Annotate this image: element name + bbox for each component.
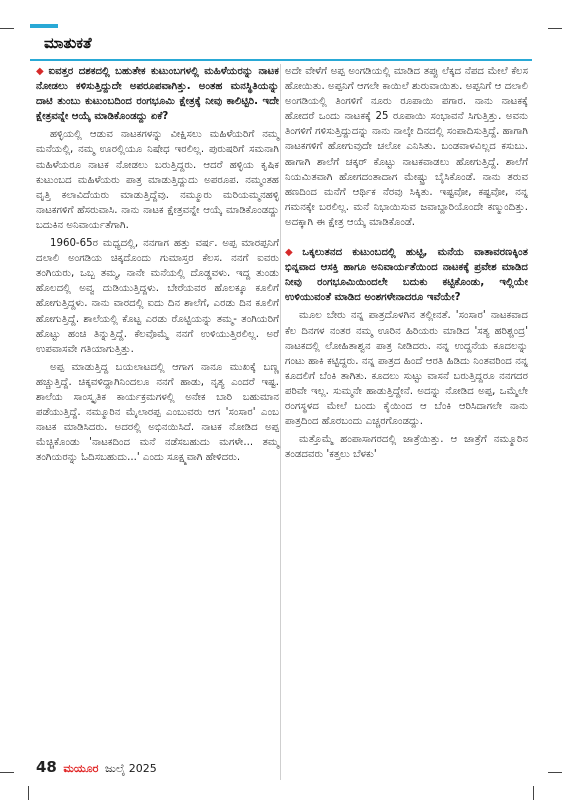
question-2 <box>285 245 528 305</box>
diamond-bullet-icon: ◆ <box>285 247 300 259</box>
page-number: 48 <box>36 758 57 776</box>
header-accent-bar <box>30 24 58 28</box>
section-title: ಮಾತುಕತೆ <box>44 34 92 52</box>
column-divider <box>280 64 281 780</box>
paragraph: ಹಳ್ಳಿಯಲ್ಲಿ ಆಡುವ ನಾಟಕಗಳನ್ನು ವೀಕ್ಷಿಸಲು ಮಹಿಳೆಯರಿಗೆ ನಮ್ಮ ಮನೆಯಲ್ಲಿ, ನಮ್ಮ ಊರಲ್ಲಿಯೂ ನಿಷೇಧ ಇರಲಿಲ್ಲ. ಪುರುಷರಿಗೆ ಸಮನಾಗಿ ಮಹಿಳೆಯರೂ ನಾಟಕ ನೋಡಲು ಬರುತ್ತಿದ್ದರು. ಆದರೆ ಹಳ್ಳಿಯ ಕೃಷಿಕ ಕುಟುಂಬದ ಮಹಿಳೆಯರು ಪಾತ್ರ ಮಾಡುತ್ತಿದ್ದುದು ಅಪರೂಪ. ನಮ್ಮಂತಹ ವೃತ್ತಿ ಕಲಾವಿದೆಯರು ಮಾಡುತ್ತಿದ್ದೆವು. ನಮ್ಮೂರು ಮರಿಯಮ್ಮನಹಳ್ಳಿ ನಾಟಕಗಳಿಗೆ ಹೆಸರುವಾಸಿ. ನಾನು ನಾಟಕ ಕ್ಷೇತ್ರವನ್ನೇ ಆಯ್ಕೆ ಮಾಡಿಕೊಂಡದ್ದು ಬದುಕಿನ ಅನಿವಾರ್ಯತೆಗಾಗಿ. <box>36 129 279 231</box>
crop-mark <box>0 28 14 29</box>
issue-date: ಜುಲೈ 2025 <box>104 762 157 775</box>
question-1-text: ಐವತ್ತರ ದಶಕದಲ್ಲಿ ಬಹುತೇಕ ಕುಟುಂಬಗಳಲ್ಲಿ ಮಹಿಳೆಯರನ್ನು ನಾಟಕ ನೋಡಲು ಕಳಿಸುತ್ತಿದ್ದುದೇ ಅಪರೂಪವಾಗಿತ್ತು. ಅಂತಹ ಮನಸ್ಥಿತಿಯನ್ನು ದಾಟಿ ತುಂಬು ಕುಟುಂಬದಿಂದ ರಂಗಭೂಮಿ ಕ್ಷೇತ್ರಕ್ಕೆ ನೀವು ಕಾಲಿಟ್ಟಿರಿ. ಇದೇ ಕ್ಷೇತ್ರವನ್ನೇ ಆಯ್ಕೆ ಮಾಡಿಕೊಂಡದ್ದು ಏಕೆ? <box>36 66 279 123</box>
left-column <box>36 64 279 468</box>
page-footer <box>36 758 157 776</box>
crop-mark <box>548 772 562 773</box>
crop-mark <box>0 772 14 773</box>
right-column <box>285 64 528 465</box>
crop-mark <box>548 28 562 29</box>
header-rule <box>30 59 532 61</box>
question-1 <box>36 64 279 124</box>
crop-mark <box>28 786 29 800</box>
paragraph: ಮತ್ತೊಮ್ಮೆ ಹಂಪಾಸಾಗರದಲ್ಲಿ ಜಾತ್ರೆಯಿತ್ತು. ಆ ಜಾತ್ರೆಗೆ ನಮ್ಮೂರಿನ ತಂಡದವರು 'ಕತ್ತಲು ಬೆಳಕು' <box>285 434 528 461</box>
magazine-logo: ಮಯೂರ <box>63 762 99 775</box>
spacer <box>285 233 528 245</box>
paragraph: ಅದೇ ವೇಳೆಗೆ ಅಪ್ಪ ಅಂಗಡಿಯಲ್ಲಿ ಮಾಡಿದ ತಪ್ಪು ಲೆಕ್ಕದ ನೆಪದ ಮೇಲೆ ಕೆಲಸ ಹೋಯಿತು. ಅಪ್ಪನಿಗೆ ಆಗಲೇ ಕಾಯಿಲೆ ಶುರುವಾಯಿತು. ಅಪ್ಪನಿಗೆ ಆ ದಲಾಲಿ ಅಂಗಡಿಯಲ್ಲಿ ತಿಂಗಳಿಗೆ ನೂರು ರೂಪಾಯಿ ಪಗಾರ. ನಾನು ನಾಟಕಕ್ಕೆ ಹೋದರೆ ಒಂದು ನಾಟಕಕ್ಕೆ 25 ರೂಪಾಯಿ ಸಂಭಾವನೆ ಸಿಗುತ್ತಿತ್ತು. ಅವನು ತಿಂಗಳಿಗೆ ಗಳಿಸುತ್ತಿದ್ದುದನ್ನು ನಾನು ನಾಲ್ಕೇ ದಿನದಲ್ಲಿ ಸಂಪಾದಿಸುತ್ತಿದ್ದೆ. ಹಾಗಾಗಿ ನಾಟಕಗಳಿಗೆ ಹೋಗುವುದೇ ಚಲೋ ಎನಿಸಿತು. ಬಂಡವಾಳವಿಲ್ಲದ ಕಸುಬು. ಹಾಗಾಗಿ ಶಾಲೆಗೆ ಚಕ್ಕರ್ ಕೊಟ್ಟು ನಾಟಕವಾಡಲು ಹೋಗುತ್ತಿದ್ದೆ. ಶಾಲೆಗೆ ನಿಯಮಿತವಾಗಿ ಹೋಗದಂತಾದಾಗ ಮೇಷ್ಟ್ರು ಬೈಸಿಕೊಂಡೆ. ನಾನು ತರುವ ಹಣದಿಂದ ಮನೆಗೆ ಆರ್ಥಿಕ ನೆರವು ಸಿಕ್ಕಿತು. ಇಷ್ಟವೋ, ಕಷ್ಟವೋ, ನನ್ನ ಗಮನಕ್ಕೇ ಬರಲಿಲ್ಲ. ಮನೆ ನಿಭಾಯಿಸುವ ಜವಾಬ್ದಾರಿಯೊಂದೇ ಕಣ್ಮುಂದಿತ್ತು. ಅದಕ್ಕಾಗಿ ಈ ಕ್ಷೇತ್ರ ಆಯ್ಕೆ ಮಾಡಿಕೊಂಡೆ. <box>285 66 528 228</box>
paragraph: ಮೂಲ ಬೇರು ನನ್ನ ಪಾತ್ರದೊಳಗಿನ ತಲ್ಲೀನತೆ. 'ಸಂಸಾರ' ನಾಟಕವಾದ ಕೆಲ ದಿನಗಳ ನಂತರ ನಮ್ಮ ಊರಿನ ಹಿರಿಯರು ಮಾಡಿದ 'ಸತ್ಯ ಹರಿಶ್ಚಂದ್ರ' ನಾಟಕದಲ್ಲಿ ಲೋಹಿತಾಶ್ವನ ಪಾತ್ರ ನೀಡಿದರು. ನನ್ನ ಉದ್ದನೆಯ ಕೂದಲನ್ನು ಗಂಟು ಹಾಕಿ ಕಟ್ಟಿದ್ದರು. ನನ್ನ ಪಾತ್ರದ ಹಿಂದೆ ಆರತಿ ಹಿಡಿದು ನಿಂತವರಿಂದ ನನ್ನ ಕೂದಲಿಗೆ ಬೆಂಕಿ ತಾಗಿತು. ಕೂದಲು ಸುಟ್ಟು ವಾಸನೆ ಬರುತ್ತಿದ್ದರೂ ನನಗದರ ಪರಿವೇ ಇಲ್ಲ. ಸುಮ್ಮನೇ ಹಾಡುತ್ತಿದ್ದೇನೆ. ಅದನ್ನು ನೋಡಿದ ಅಪ್ಪ, ಒಮ್ಮೆಲೇ ರಂಗಸ್ಥಳದ ಮೇಲೆ ಬಂದು ಕೈಯಿಂದ ಆ ಬೆಂಕಿ ಆರಿಸಿದಾಗಲೇ ನಾನು ಪಾತ್ರದಿಂದ ಹೊರಬಂದು ಎಚ್ಚರಗೊಂಡದ್ದು. <box>285 310 528 428</box>
paragraph: ಅಪ್ಪ ಮಾಡುತ್ತಿದ್ದ ಬಯಲಾಟದಲ್ಲಿ ಆಗಾಗ ನಾನೂ ಮುಖಕ್ಕೆ ಬಣ್ಣ ಹಚ್ಚುತ್ತಿದ್ದೆ. ಚಿಕ್ಕವಳಿದ್ದಾಗಿನಿಂದಲೂ ನನಗೆ ಹಾಡು, ನೃತ್ಯ ಎಂದರೆ ಇಷ್ಟ. ಶಾಲೆಯ ಸಾಂಸ್ಕೃತಿಕ ಕಾರ್ಯಕ್ರಮಗಳಲ್ಲಿ ಅನೇಕ ಬಾರಿ ಬಹುಮಾನ ಪಡೆಯುತ್ತಿದ್ದೆ. ನಮ್ಮೂರಿನ ಮೈಲಾರಪ್ಪ ಎಂಬುವರು ಆಗ 'ಸಂಸಾರ' ಎಂಬ ನಾಟಕ ಮಾಡಿಸಿದರು. ಅದರಲ್ಲಿ ಅಭಿನಯಿಸಿದೆ. ನಾಟಕ ನೋಡಿದ ಅಪ್ಪ ಮೆಚ್ಚಿಕೊಂಡು 'ನಾಟಕದಿಂದ ಮನೆ ನಡೆಸಬಹುದು ಮಗಳೇ... ತಮ್ಮ ತಂಗಿಯರನ್ನು ಓದಿಸಬಹುದು...' ಎಂದು ಸೂಕ್ಷ್ಮವಾಗಿ ಹೇಳಿದರು. <box>36 361 279 464</box>
diamond-bullet-icon: ◆ <box>36 66 46 77</box>
question-2-text: ಒಕ್ಕಲುತನದ ಕುಟುಂಬದಲ್ಲಿ ಹುಟ್ಟಿ, ಮನೆಯ ವಾತಾವರಣಕ್ಕಿಂತ ಭಿನ್ನವಾದ ಆಸಕ್ತಿ ಹಾಗೂ ಅನಿವಾರ್ಯತೆಯಿಂದ ನಾಟಕಕ್ಕೆ ಪ್ರವೇಶ ಮಾಡಿದ ನೀವು ರಂಗಭೂಮಿಯಿಂದಲೇ ಬದುಕು ಕಟ್ಟಿಕೊಂಡು, ಇಲ್ಲಿಯೇ ಉಳಿಯುವಂತೆ ಮಾಡಿದ ಅಂಶಗಳೇನಾದರೂ ಇವೆಯೇ? <box>285 247 528 304</box>
crop-mark <box>533 786 534 800</box>
paragraph: 1960-65ರ ಮಧ್ಯದಲ್ಲಿ, ನನಗಾಗ ಹತ್ತು ವರ್ಷ. ಅಪ್ಪ ಮಾರಪ್ಪನಿಗೆ ದಲಾಲಿ ಅಂಗಡಿಯ ಚಿಕ್ಕದೊಂದು ಗುಮಾಸ್ತರ ಕೆಲಸ. ನನಗೆ ಐವರು ತಂಗಿಯರು, ಒಬ್ಬ ತಮ್ಮ, ನಾನೇ ಮನೆಯಲ್ಲಿ ದೊಡ್ಡವಳು. ಇದ್ದ ತುಂಡು ಹೊಲದಲ್ಲಿ ಅವ್ವ ದುಡಿಯುತ್ತಿದ್ದಳು. ಬೇರೆಯವರ ಹೊಲಕ್ಕೂ ಕೂಲಿಗೆ ಹೋಗುತ್ತಿದ್ದಳು. ನಾನು ವಾರದಲ್ಲಿ ಐದು ದಿನ ಶಾಲೆಗೆ, ಎರಡು ದಿನ ಕೂಲಿಗೆ ಹೋಗುತ್ತಿದ್ದೆ. ಶಾಲೆಯಲ್ಲಿ ಕೊಟ್ಟ ಎರಡು ರೊಟ್ಟಿಯನ್ನು ತಮ್ಮ- ತಂಗಿಯರಿಗೆ ಹೊಟ್ಟು ಹಂಚಿ ತಿನ್ನುತ್ತಿದ್ದೆ. ಕೆಲವೊಮ್ಮೆ ನನಗೆ ಉಳಿಯುತ್ತಿರಲಿಲ್ಲ. ಅರೆ ಉಪವಾಸವೇ ಗತಿಯಾಗುತ್ತಿತ್ತು. <box>36 238 279 355</box>
